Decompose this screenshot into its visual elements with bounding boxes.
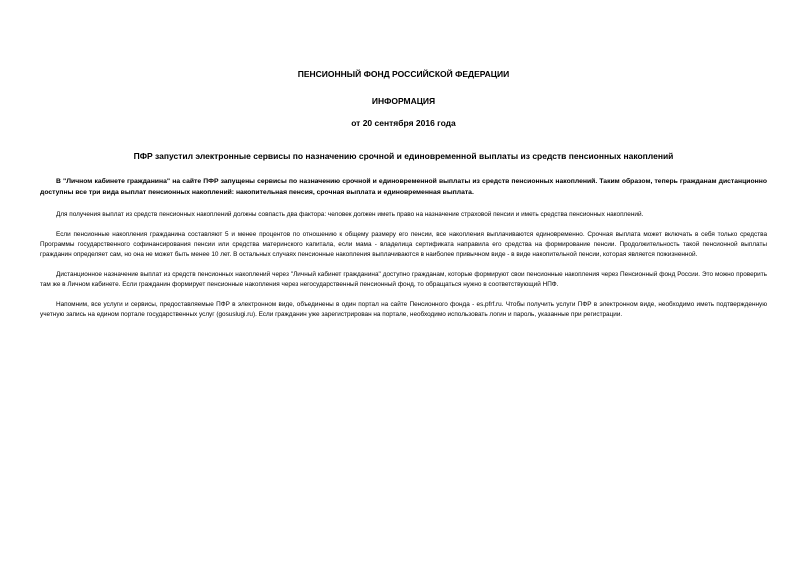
paragraph: Напомним, все услуги и сервисы, предоставляемые ПФР в электронном виде, объединены в один портал на сайте Пенсионного фонда - es.pfrf.ru. Чтобы получить услуги ПФР в электронном виде, необходимо иметь подтвержденную учетную запись на едином портале государственных услуг (gosuslugi.ru). Если гражданин уже зарегистрирован на портале, необходимо использовать логин и пароль, указанные при регистрации. xyxy=(40,300,767,318)
paragraph: Для получения выплат из средств пенсионных накоплений должны совпасть два фактора: человек должен иметь право на назначение страховой пенсии и иметь средства пенсионных накоплений. xyxy=(56,211,644,218)
document-title: ПФР запустил электронные сервисы по назначению срочной и единовременной выплаты из средств пенсионных накоплений xyxy=(133,151,674,161)
document-date: от 20 сентября 2016 года xyxy=(351,118,456,128)
document-type: ИНФОРМАЦИЯ xyxy=(371,96,436,106)
paragraph: Дистанционное назначение выплат из средств пенсионных накоплений через "Личный кабинет гражданина" доступно гражданам, которые формируют свои пенсионные накопления через Пенсионный фонд России. Это можно проверить там же в Личном кабинете. Если гражданин формирует пенсионные накопления через негосударственный пенсионный фонд, то обращаться нужно в соответствующий НПФ. xyxy=(40,270,767,289)
organization-name: ПЕНСИОННЫЙ ФОНД РОССИЙСКОЙ ФЕДЕРАЦИИ xyxy=(297,69,510,79)
paragraph-lead: В "Личном кабинете гражданина" на сайте ПФР запущены сервисы по назначению срочной и единовременной выплаты из средств пенсионных накоплений. Таким образом, теперь гражданам дистанционно доступны все три вида выплат пенсионных накоплений: накопительная пенсия, срочная выплата и единовременная выплата. xyxy=(40,178,767,196)
document-body xyxy=(40,162,767,320)
paragraph: Если пенсионные накопления гражданина составляют 5 и менее процентов по отношению к общему размеру его пенсии, все накопления выплачиваются единовременно. Срочная выплата может включать в себя только средства Программы государственного софинансирования пенсии или средства материнского капитала, если мама - владелица сертификата направила его средства на формирование пенсии. Продолжительность такой пенсионной выплаты гражданин определяет сам, но она не может быть менее 10 лет. В остальных случаях пенсионные накопления выплачиваются в наиболее привычном виде - в виде накопительной пенсии, которая является пожизненной. xyxy=(40,230,767,259)
